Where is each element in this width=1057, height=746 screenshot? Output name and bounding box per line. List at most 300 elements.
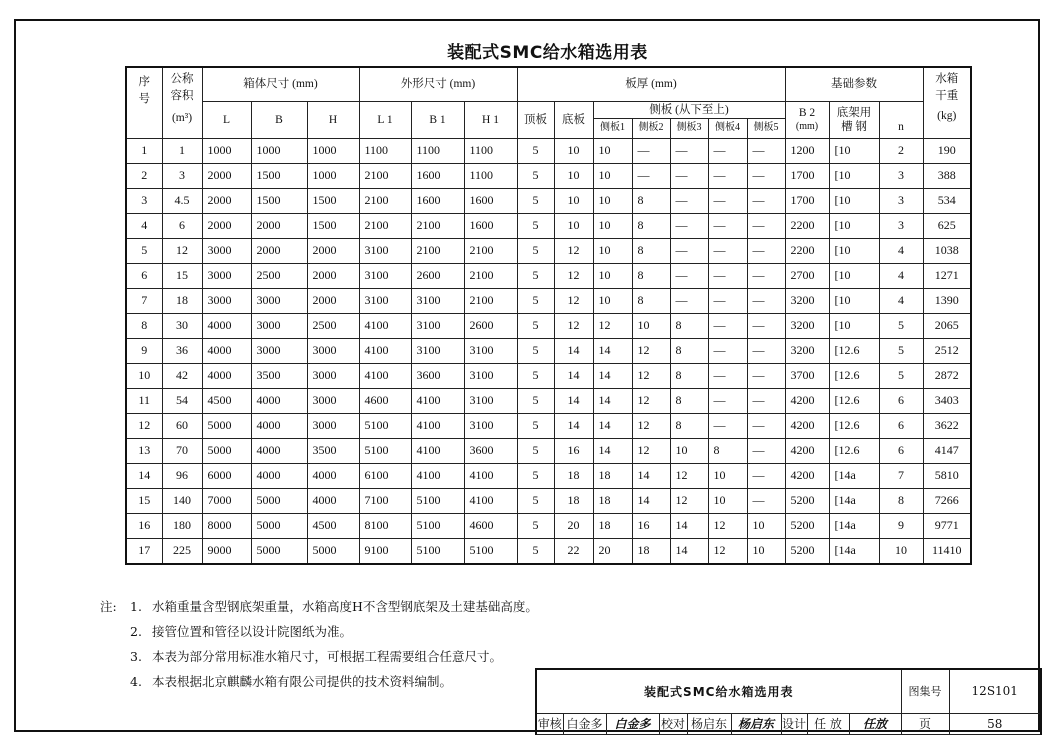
table-cell: 5100 (411, 513, 464, 538)
table-cell: [12.6 (829, 413, 879, 438)
table-cell: 3100 (359, 288, 411, 313)
table-cell: [10 (829, 163, 879, 188)
table-cell: 4200 (785, 438, 829, 463)
table-cell: 2000 (202, 163, 251, 188)
table-cell: 2500 (307, 313, 359, 338)
header-seq: 序号 (126, 67, 162, 138)
table-cell: 3100 (411, 313, 464, 338)
table-cell: 5200 (785, 538, 829, 564)
table-cell: 12 (554, 263, 593, 288)
table-cell: 5 (517, 138, 554, 163)
table-cell: 4000 (251, 413, 307, 438)
table-cell: 16 (554, 438, 593, 463)
table-cell: — (747, 163, 785, 188)
table-cell: — (708, 338, 747, 363)
table-cell: 1600 (464, 188, 517, 213)
table-row (126, 263, 971, 288)
table-cell: 3 (879, 163, 923, 188)
table-cell: 6 (162, 213, 202, 238)
table-cell: 5000 (202, 413, 251, 438)
header-top-plate: 顶板 (517, 101, 554, 138)
table-cell: 5100 (359, 413, 411, 438)
table-cell: 12 (593, 313, 632, 338)
header-box-dims: 箱体尺寸 (mm) (202, 67, 359, 101)
table-cell: 8 (879, 488, 923, 513)
atlas-label: 图集号 (901, 669, 949, 713)
note-item: 2. 接管位置和管径以设计院图纸为准。 (130, 624, 353, 639)
header-H: H (307, 101, 359, 138)
table-cell: 12 (632, 413, 670, 438)
table-cell: 2 (879, 138, 923, 163)
table-cell: 3000 (307, 413, 359, 438)
review-label: 审核 (536, 713, 563, 734)
table-cell: 12 (632, 388, 670, 413)
table-cell: 12 (554, 313, 593, 338)
table-cell: 16 (126, 513, 162, 538)
table-cell: — (670, 263, 708, 288)
table-cell: 14 (593, 338, 632, 363)
table-cell: 12 (632, 363, 670, 388)
selection-table (125, 66, 972, 565)
table-cell: 1200 (785, 138, 829, 163)
table-row (126, 138, 971, 163)
table-cell: 20 (593, 538, 632, 564)
table-cell: 2512 (923, 338, 971, 363)
header-bottom-plate: 底板 (554, 101, 593, 138)
table-cell: 4000 (251, 463, 307, 488)
notes-label: 注: (100, 599, 117, 614)
table-cell: 2200 (785, 238, 829, 263)
notes (100, 594, 538, 694)
table-row (126, 413, 971, 438)
table-cell: 5 (126, 238, 162, 263)
header-side1: 侧板1 (593, 118, 632, 138)
table-cell: 1500 (251, 163, 307, 188)
table-cell: 5 (517, 513, 554, 538)
table-cell: 12 (162, 238, 202, 263)
table-cell: 1500 (307, 213, 359, 238)
header-foundation: 基础参数 (785, 67, 923, 101)
design-label: 设计 (781, 713, 807, 734)
design-name: 任 放 (807, 713, 849, 734)
table-cell: 1000 (307, 163, 359, 188)
table-cell: 5 (879, 338, 923, 363)
table-cell: 4000 (251, 438, 307, 463)
table-cell: [14a (829, 513, 879, 538)
table-cell: 14 (554, 363, 593, 388)
table-cell: 20 (554, 513, 593, 538)
table-cell: 9 (879, 513, 923, 538)
table-cell: 12 (126, 413, 162, 438)
table-cell: 10 (593, 213, 632, 238)
table-cell: 4000 (202, 363, 251, 388)
table-cell: — (708, 213, 747, 238)
table-row (126, 238, 971, 263)
table-row (126, 163, 971, 188)
table-cell: 10 (747, 513, 785, 538)
table-cell: 2700 (785, 263, 829, 288)
table-cell: — (708, 363, 747, 388)
table-cell: 6 (879, 388, 923, 413)
table-cell: — (747, 338, 785, 363)
table-cell: — (747, 488, 785, 513)
table-row (126, 213, 971, 238)
table-cell: 534 (923, 188, 971, 213)
design-signature: 任放 (849, 713, 901, 734)
table-row (126, 313, 971, 338)
table-cell: 1000 (202, 138, 251, 163)
table-cell: 60 (162, 413, 202, 438)
table-cell: 12 (632, 438, 670, 463)
page-title: 装配式SMC给水箱选用表 (447, 43, 648, 63)
table-cell: [10 (829, 313, 879, 338)
table-cell: 5 (517, 463, 554, 488)
table-cell: 2000 (307, 263, 359, 288)
table-cell: 3 (879, 188, 923, 213)
table-cell: 14 (593, 413, 632, 438)
table-cell: 14 (632, 463, 670, 488)
table-cell: 140 (162, 488, 202, 513)
table-cell: 3000 (202, 263, 251, 288)
check-label: 校对 (659, 713, 687, 734)
table-cell: 13 (126, 438, 162, 463)
table-cell: 4100 (464, 488, 517, 513)
header-B: B (251, 101, 307, 138)
table-cell: 14 (632, 488, 670, 513)
table-cell: — (632, 163, 670, 188)
table-cell: 2065 (923, 313, 971, 338)
table-cell: 5000 (251, 513, 307, 538)
table-cell: 12 (554, 238, 593, 263)
table-cell: 7 (126, 288, 162, 313)
table-cell: 6 (879, 413, 923, 438)
table-cell: 190 (923, 138, 971, 163)
table-cell: 5200 (785, 488, 829, 513)
table-cell: — (708, 238, 747, 263)
table-cell: 3000 (307, 363, 359, 388)
table-cell: 4500 (202, 388, 251, 413)
header-weight: 水箱 干重 (kg) (923, 67, 971, 138)
table-cell: 10 (632, 313, 670, 338)
table-cell: 10 (554, 213, 593, 238)
table-cell: 4100 (411, 388, 464, 413)
table-cell: 70 (162, 438, 202, 463)
table-cell: 6100 (359, 463, 411, 488)
table-cell: 8 (632, 238, 670, 263)
table-cell: 96 (162, 463, 202, 488)
table-cell: — (670, 163, 708, 188)
table-cell: 14 (593, 388, 632, 413)
table-cell: 3200 (785, 288, 829, 313)
table-cell: 5 (517, 363, 554, 388)
note-item: 3. 本表为部分常用标准水箱尺寸，可根据工程需要组合任意尺寸。 (130, 649, 503, 664)
table-cell: 18 (554, 463, 593, 488)
table-cell: 10 (593, 288, 632, 313)
table-cell: 4000 (202, 313, 251, 338)
table-row (126, 463, 971, 488)
table-cell: 14 (554, 338, 593, 363)
table-cell: 7266 (923, 488, 971, 513)
table-cell: — (670, 138, 708, 163)
table-cell: 4100 (411, 438, 464, 463)
table-cell: 4000 (251, 388, 307, 413)
table-cell: 2100 (359, 213, 411, 238)
table-cell: [10 (829, 288, 879, 313)
table-cell: 5100 (359, 438, 411, 463)
table-cell: 5 (517, 313, 554, 338)
table-cell: 4000 (202, 338, 251, 363)
table-cell: 5 (879, 313, 923, 338)
table-cell: 4600 (359, 388, 411, 413)
table-cell: — (747, 138, 785, 163)
table-cell: 5 (517, 413, 554, 438)
table-cell: 4.5 (162, 188, 202, 213)
table-cell: 17 (126, 538, 162, 564)
table-cell: 10 (593, 163, 632, 188)
table-cell: — (747, 188, 785, 213)
table-cell: 12 (670, 463, 708, 488)
table-cell: 10 (126, 363, 162, 388)
table-cell: [14a (829, 463, 879, 488)
table-cell: — (670, 213, 708, 238)
table-cell: 4100 (359, 363, 411, 388)
table-cell: 4100 (411, 463, 464, 488)
table-cell: 4 (879, 263, 923, 288)
table-cell: 3100 (464, 413, 517, 438)
table-cell: 8 (708, 438, 747, 463)
table-cell: 3000 (251, 313, 307, 338)
table-cell: 18 (593, 513, 632, 538)
table-cell: 1390 (923, 288, 971, 313)
table-cell: — (708, 388, 747, 413)
table-cell: 4100 (359, 338, 411, 363)
table-cell: 10 (593, 188, 632, 213)
table-cell: 3100 (411, 288, 464, 313)
table-cell: 12 (554, 288, 593, 313)
table-cell: — (670, 188, 708, 213)
table-cell: [10 (829, 188, 879, 213)
table-cell: — (708, 313, 747, 338)
table-cell: 16 (632, 513, 670, 538)
table-cell: 5000 (202, 438, 251, 463)
table-cell: — (747, 388, 785, 413)
table-cell: 18 (593, 463, 632, 488)
table-cell: [10 (829, 263, 879, 288)
table-cell: — (747, 213, 785, 238)
table-cell: 5000 (251, 488, 307, 513)
table-row (126, 338, 971, 363)
table-cell: — (708, 138, 747, 163)
table-cell: 3600 (464, 438, 517, 463)
table-cell: [10 (829, 138, 879, 163)
table-cell: — (708, 288, 747, 313)
table-cell: 8 (126, 313, 162, 338)
header-n: n (879, 101, 923, 138)
table-cell: 9 (126, 338, 162, 363)
table-cell: [12.6 (829, 438, 879, 463)
table-cell: 5 (879, 363, 923, 388)
table-cell: 10 (554, 163, 593, 188)
table-cell: 18 (632, 538, 670, 564)
table-cell: [14a (829, 538, 879, 564)
table-cell: 1100 (359, 138, 411, 163)
check-signature: 杨启东 (731, 713, 781, 734)
table-cell: 2000 (202, 188, 251, 213)
table-cell: 8 (670, 388, 708, 413)
table-cell: 3000 (202, 238, 251, 263)
table-cell: 3000 (307, 388, 359, 413)
table-cell: 1100 (464, 163, 517, 188)
table-cell: — (708, 413, 747, 438)
table-cell: [12.6 (829, 388, 879, 413)
table-cell: 5100 (464, 538, 517, 564)
table-cell: 1 (162, 138, 202, 163)
table-cell: 14 (593, 363, 632, 388)
table-cell: 3403 (923, 388, 971, 413)
table-cell: — (708, 263, 747, 288)
table-cell: [14a (829, 488, 879, 513)
table-cell: 4 (126, 213, 162, 238)
table-cell: 1500 (307, 188, 359, 213)
header-side2: 侧板2 (632, 118, 670, 138)
table-row (126, 188, 971, 213)
table-cell: 30 (162, 313, 202, 338)
table-cell: 1500 (251, 188, 307, 213)
table-cell: — (747, 288, 785, 313)
table-cell: [12.6 (829, 363, 879, 388)
table-cell: 2200 (785, 213, 829, 238)
table-cell: 5000 (251, 538, 307, 564)
table-cell: 3100 (464, 363, 517, 388)
table-cell: 7000 (202, 488, 251, 513)
table-row (126, 438, 971, 463)
table-cell: [12.6 (829, 338, 879, 363)
table-cell: 8 (670, 338, 708, 363)
table-cell: 8100 (359, 513, 411, 538)
table-cell: 3000 (251, 338, 307, 363)
table-cell: 1600 (411, 188, 464, 213)
table-cell: 2100 (411, 213, 464, 238)
table-cell: 180 (162, 513, 202, 538)
table-cell: 10 (708, 463, 747, 488)
header-B1: B 1 (411, 101, 464, 138)
table-cell: 4200 (785, 388, 829, 413)
table-cell: 4200 (785, 413, 829, 438)
table-cell: 4100 (464, 463, 517, 488)
table-cell: — (747, 313, 785, 338)
table-cell: 5 (517, 438, 554, 463)
table-cell: 2600 (464, 313, 517, 338)
table-cell: 3100 (359, 263, 411, 288)
table-cell: 22 (554, 538, 593, 564)
table-cell: 5 (517, 488, 554, 513)
table-cell: 2000 (251, 238, 307, 263)
table-cell: 3100 (464, 338, 517, 363)
table-row (126, 288, 971, 313)
table-cell: 1600 (464, 213, 517, 238)
table-cell: 1100 (464, 138, 517, 163)
table-cell: — (747, 463, 785, 488)
table-cell: — (708, 188, 747, 213)
table-cell: 14 (554, 388, 593, 413)
table-cell: 6 (126, 263, 162, 288)
table-cell: 12 (708, 538, 747, 564)
table-cell: — (747, 238, 785, 263)
table-cell: 4500 (307, 513, 359, 538)
table-cell: 5 (517, 263, 554, 288)
table-cell: 3 (126, 188, 162, 213)
table-cell: 1 (126, 138, 162, 163)
table-cell: 4100 (359, 313, 411, 338)
table-cell: 5 (517, 338, 554, 363)
table-cell: 8 (632, 288, 670, 313)
table-cell: 7 (879, 463, 923, 488)
check-name: 杨启东 (687, 713, 731, 734)
table-cell: 5 (517, 163, 554, 188)
table-cell: 8 (632, 188, 670, 213)
table-cell: 625 (923, 213, 971, 238)
table-cell: 3000 (251, 288, 307, 313)
table-cell: 54 (162, 388, 202, 413)
table-cell: 3500 (307, 438, 359, 463)
table-cell: 5100 (411, 488, 464, 513)
table-cell: 14 (670, 538, 708, 564)
header-side3: 侧板3 (670, 118, 708, 138)
table-cell: 1700 (785, 188, 829, 213)
table-cell: 3200 (785, 313, 829, 338)
table-cell: 4100 (411, 413, 464, 438)
header-thickness: 板厚 (mm) (517, 67, 785, 101)
table-cell: 3700 (785, 363, 829, 388)
table-cell: 8 (670, 413, 708, 438)
table-cell: 10 (879, 538, 923, 564)
table-cell: 9771 (923, 513, 971, 538)
table-cell: 3100 (359, 238, 411, 263)
atlas-value: 12S101 (949, 669, 1041, 713)
table-cell: 5000 (307, 538, 359, 564)
table-cell: 15 (162, 263, 202, 288)
table-cell: 8 (632, 213, 670, 238)
table-cell: 10 (593, 138, 632, 163)
table-cell: 2000 (307, 238, 359, 263)
table-cell: 42 (162, 363, 202, 388)
table-cell: 2000 (251, 213, 307, 238)
table-cell: 2000 (307, 288, 359, 313)
table-cell: 1271 (923, 263, 971, 288)
header-L: L (202, 101, 251, 138)
table-cell: 9000 (202, 538, 251, 564)
table-cell: — (747, 363, 785, 388)
table-cell: 2600 (411, 263, 464, 288)
table-cell: 11 (126, 388, 162, 413)
table-cell: — (708, 163, 747, 188)
table-cell: 5200 (785, 513, 829, 538)
table-cell: 1038 (923, 238, 971, 263)
table-cell: 4200 (785, 463, 829, 488)
table-cell: 8000 (202, 513, 251, 538)
table-cell: — (632, 138, 670, 163)
table-cell: 4 (879, 288, 923, 313)
table-cell: 2100 (464, 263, 517, 288)
header-channel: 底架用 槽 钢 (829, 101, 879, 138)
table-cell: 7100 (359, 488, 411, 513)
table-cell: 2000 (202, 213, 251, 238)
table-cell: — (670, 288, 708, 313)
table-row (126, 363, 971, 388)
header-B2: B 2 (mm) (785, 101, 829, 138)
table-cell: 2872 (923, 363, 971, 388)
table-cell: 8 (670, 313, 708, 338)
